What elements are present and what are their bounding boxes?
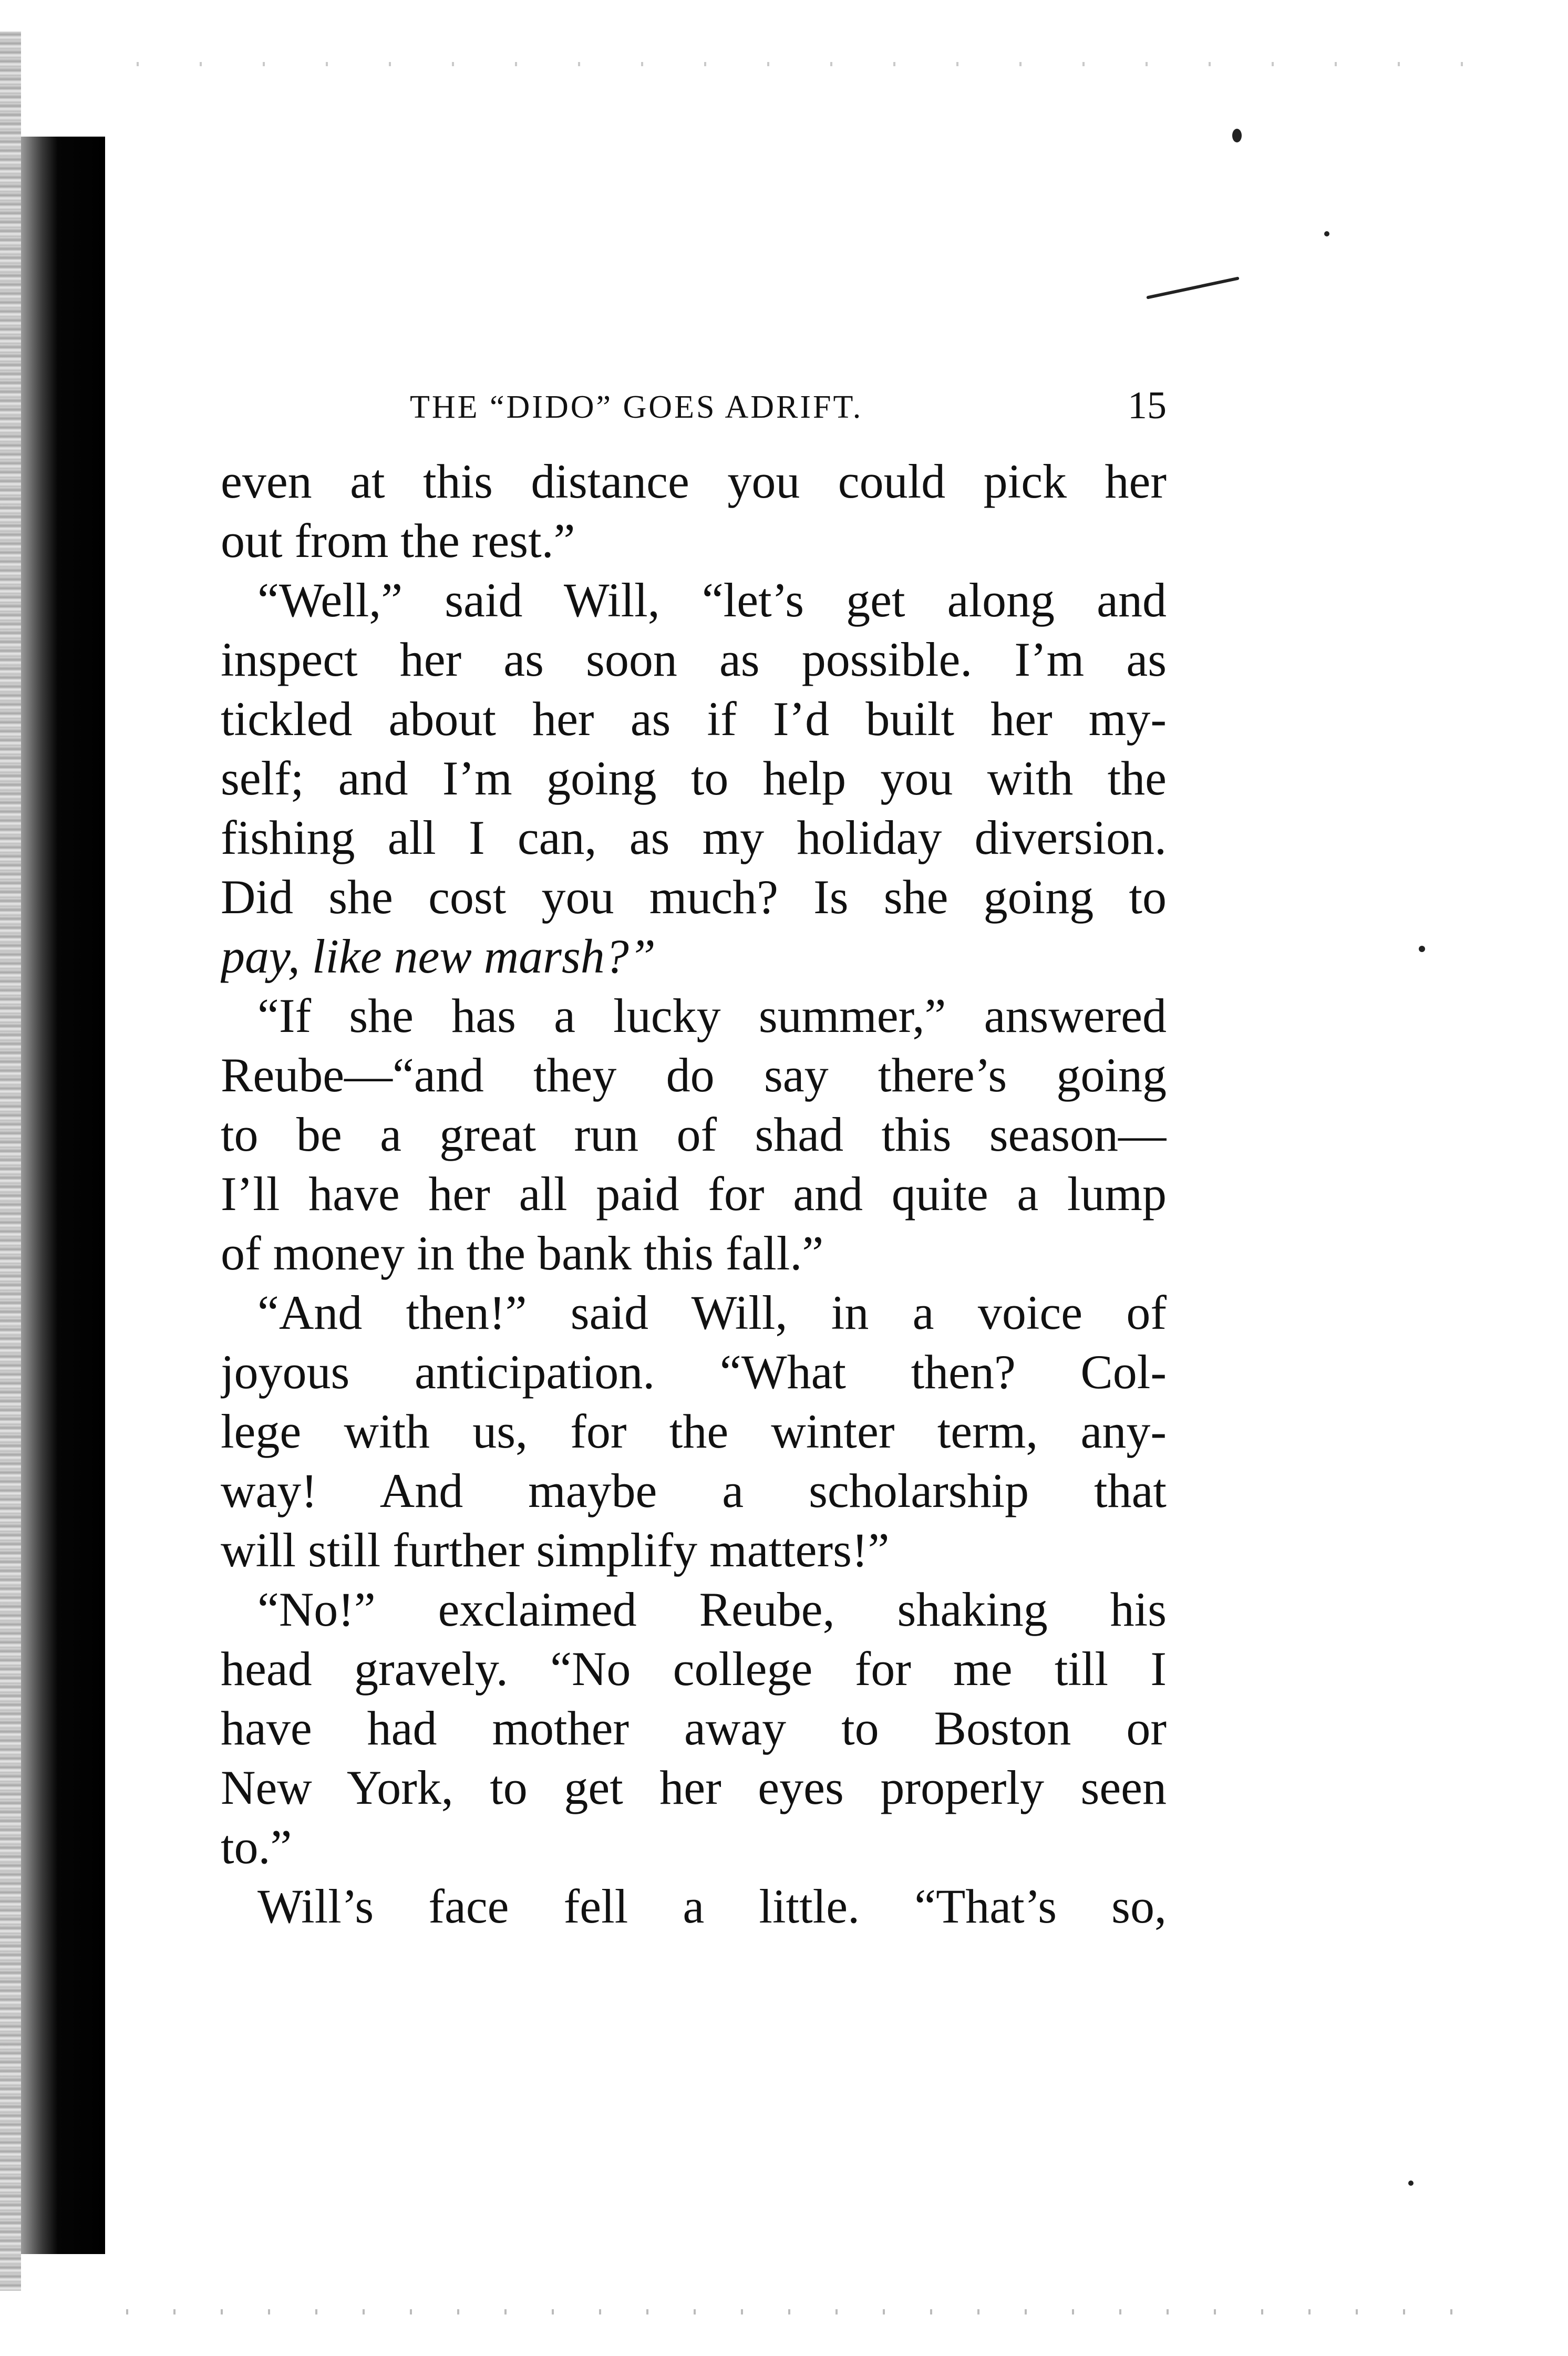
text-line: New York, to get her eyes properly seen bbox=[221, 1761, 1167, 1814]
text-line: to.” bbox=[221, 1820, 292, 1874]
book-binding-shadow bbox=[21, 137, 105, 2254]
ink-stroke-mark bbox=[1146, 276, 1239, 299]
text-line: “If she has a lucky summer,” answered bbox=[257, 989, 1167, 1042]
text-line: Will’s face fell a little. “That’s so, bbox=[257, 1879, 1167, 1933]
text-line: Reube—“and they do say there’s going bbox=[221, 1048, 1167, 1102]
ink-speck bbox=[1419, 946, 1425, 952]
text-line: way! And maybe a scholarship that bbox=[221, 1464, 1167, 1517]
text-line: joyous anticipation. “What then? Col- bbox=[221, 1345, 1167, 1399]
body-text bbox=[221, 452, 1167, 1936]
text-line: even at this distance you could pick her bbox=[221, 454, 1167, 508]
text-line: Did she cost you much? Is she going to bbox=[221, 870, 1167, 924]
paragraph bbox=[221, 1283, 1167, 1580]
text-line: tickled about her as if I’d built her my- bbox=[221, 692, 1167, 746]
ink-speck bbox=[1324, 231, 1329, 236]
book-page bbox=[221, 368, 1167, 1936]
text-line: I’ll have her all paid for and quite a lump bbox=[221, 1167, 1167, 1221]
paragraph bbox=[221, 452, 1167, 571]
text-line: fishing all I can, as my holiday diversion. bbox=[221, 811, 1167, 864]
page-edge-texture bbox=[0, 32, 21, 2291]
paragraph bbox=[221, 571, 1167, 986]
paragraph bbox=[221, 986, 1167, 1283]
text-line: out from the rest.” bbox=[221, 514, 575, 567]
text-line: “Well,” said Will, “let’s get along and bbox=[257, 573, 1167, 627]
ink-speck bbox=[1408, 2181, 1414, 2186]
text-line: to be a great run of shad this season— bbox=[221, 1108, 1167, 1161]
text-line: head gravely. “No college for me till I bbox=[221, 1642, 1167, 1696]
text-line: lege with us, for the winter term, any- bbox=[221, 1404, 1167, 1458]
paragraph bbox=[221, 1877, 1167, 1936]
text-line: have had mother away to Boston or bbox=[221, 1701, 1167, 1755]
text-line: of money in the bank this fall.” bbox=[221, 1226, 824, 1280]
text-line: “And then!” said Will, in a voice of bbox=[257, 1286, 1167, 1339]
text-line: pay, like new marsh?” bbox=[221, 929, 656, 983]
scan-noise-bottom bbox=[105, 2309, 1498, 2314]
text-line: “No!” exclaimed Reube, shaking his bbox=[257, 1583, 1167, 1636]
page-number: 15 bbox=[1128, 384, 1167, 427]
text-line: inspect her as soon as possible. I’m as bbox=[221, 633, 1167, 686]
text-line: self; and I’m going to help you with the bbox=[221, 751, 1167, 805]
running-head-title: THE “DIDO” GOES ADRIFT. bbox=[410, 389, 863, 425]
paragraph bbox=[221, 1580, 1167, 1877]
ink-speck bbox=[1232, 129, 1242, 142]
text-line: will still further simplify matters!” bbox=[221, 1523, 890, 1577]
running-head bbox=[221, 368, 1167, 452]
scan-noise-top bbox=[105, 62, 1498, 66]
